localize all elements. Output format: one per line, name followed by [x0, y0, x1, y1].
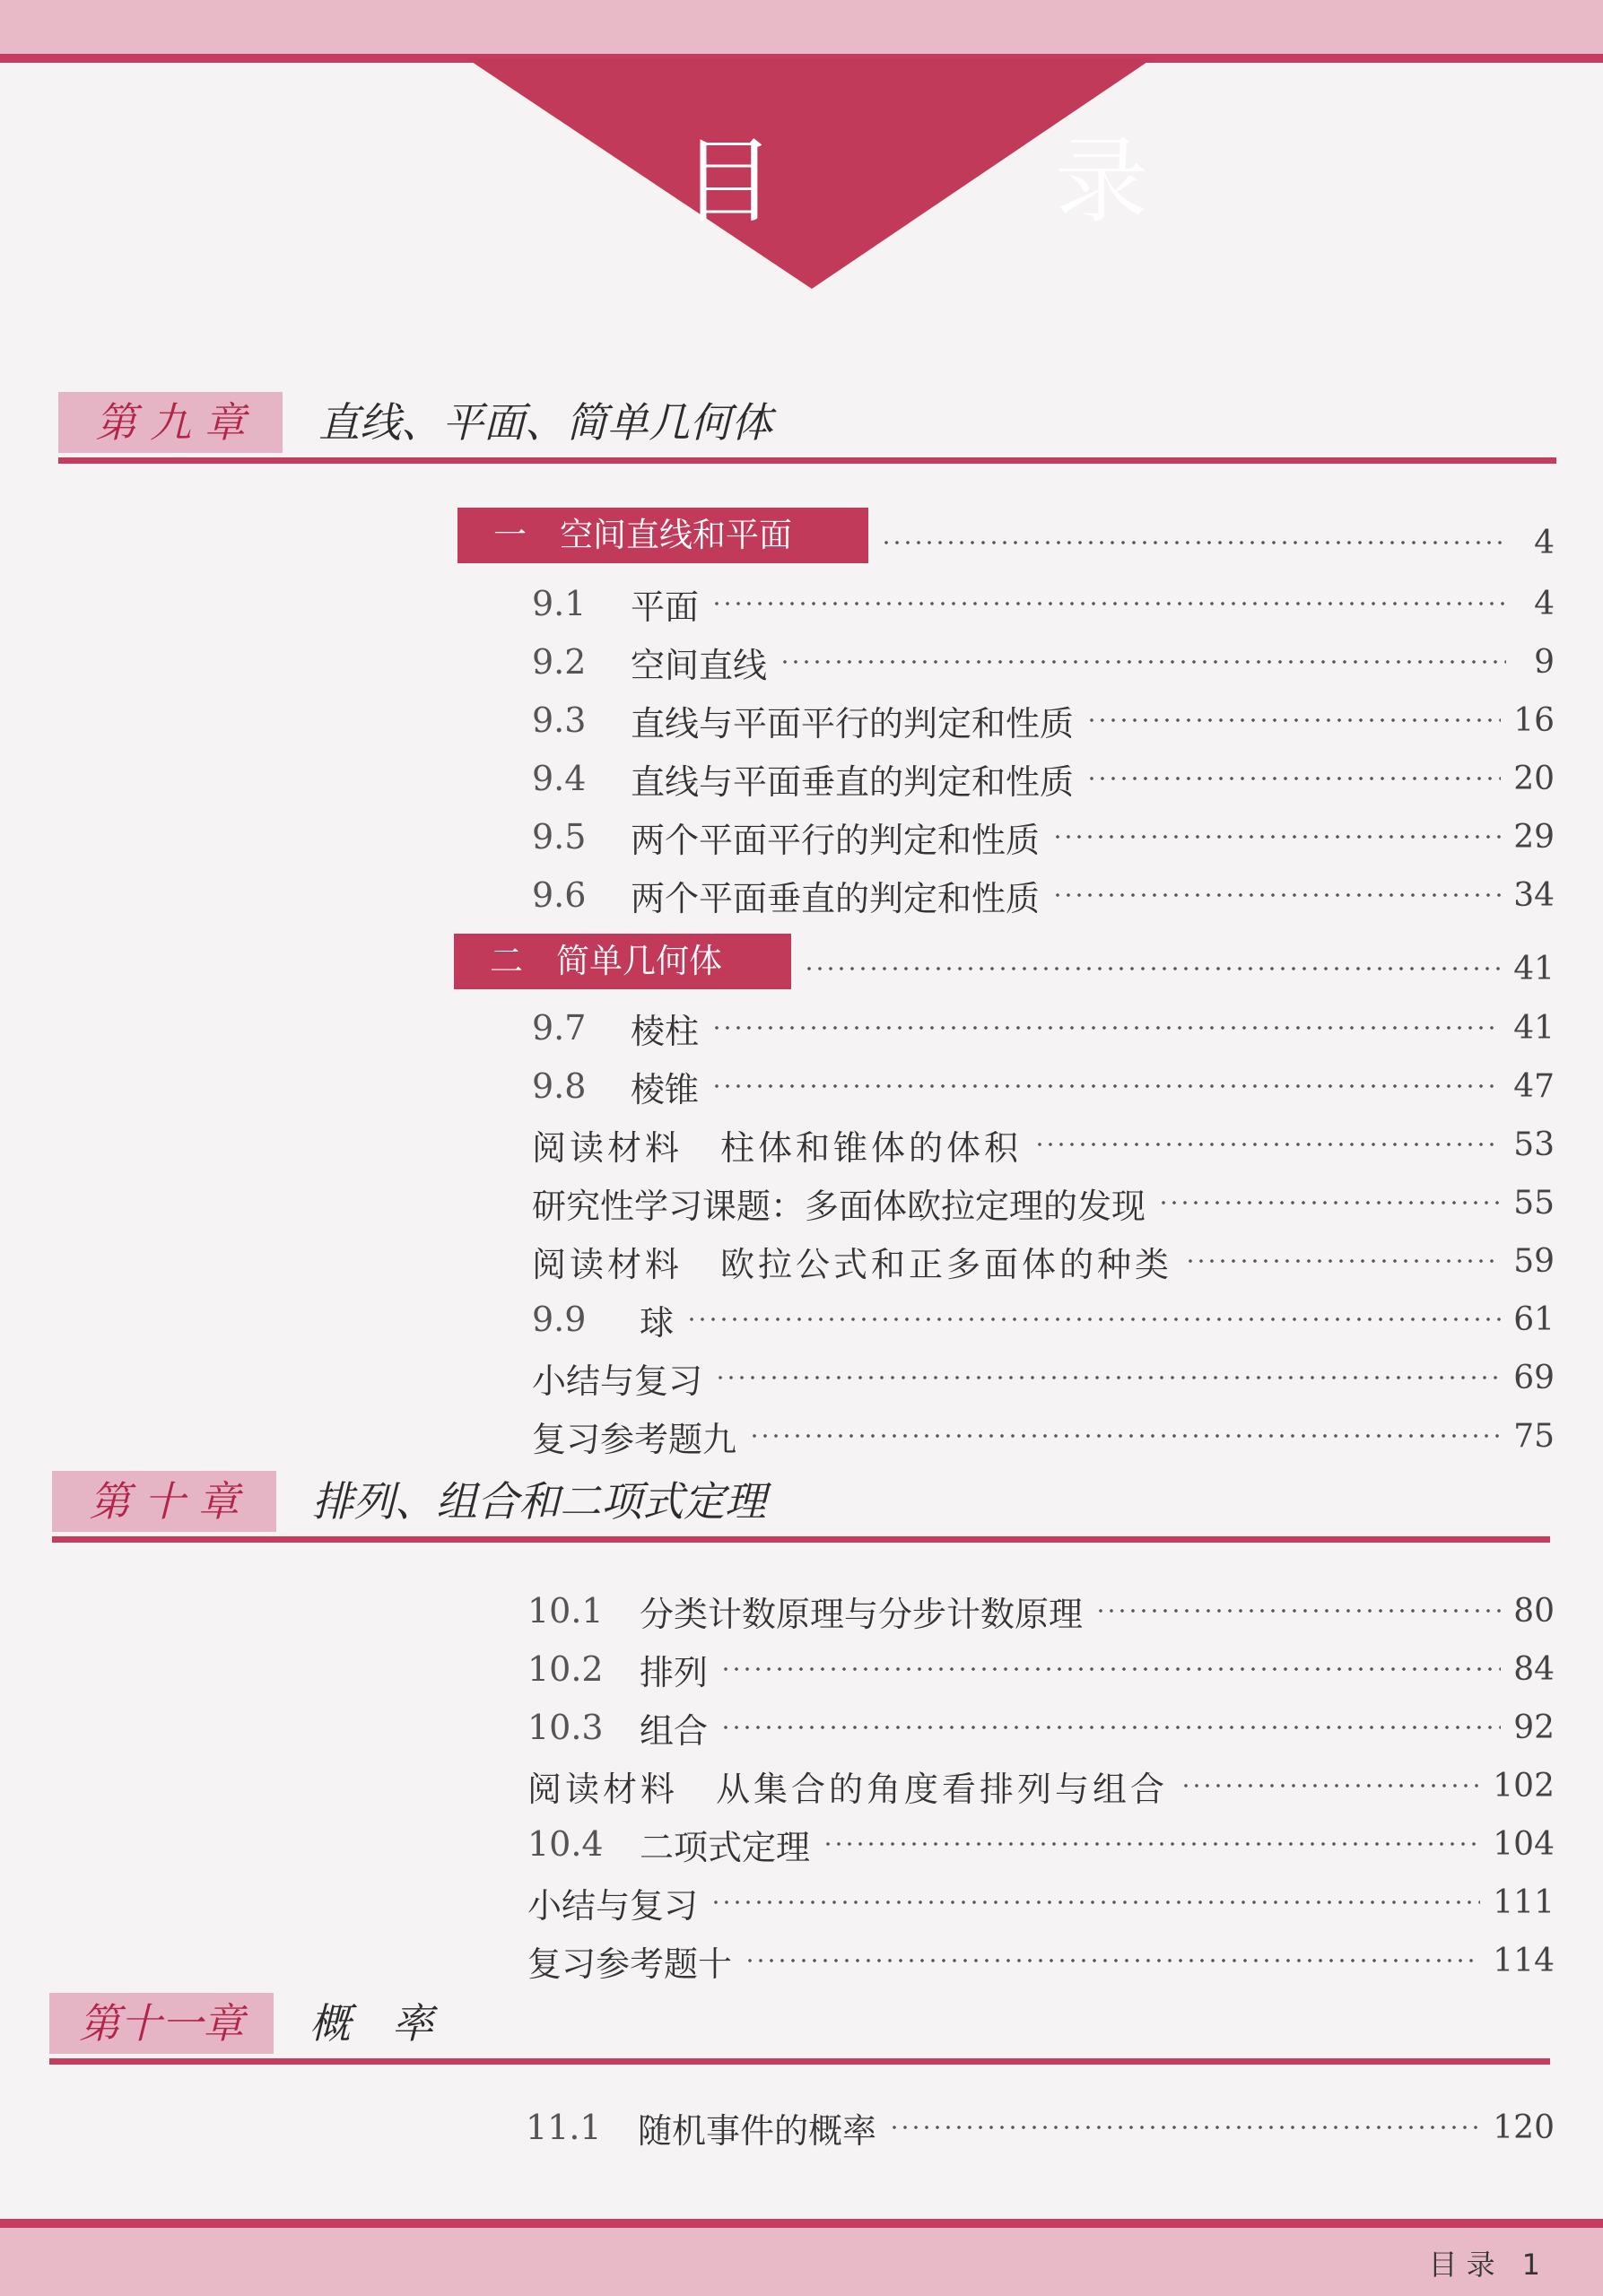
section-row[interactable]	[791, 944, 1555, 994]
leader-dots	[1034, 1143, 1501, 1146]
entry-number: 10.3	[527, 1708, 604, 1747]
page-number: 104	[1493, 1825, 1555, 1863]
leader-dots	[720, 1667, 1501, 1671]
page-number: 4	[1534, 524, 1555, 561]
page-number: 41	[1513, 950, 1555, 987]
entry-title: 球	[640, 1302, 675, 1343]
toc-entry[interactable]	[527, 1819, 1555, 1869]
entry-title: 复习参考题九	[532, 1419, 737, 1459]
entry-number: 9.2	[532, 642, 587, 682]
entry-number: 10.2	[527, 1649, 604, 1689]
entry-title: 阅读材料 欧拉公式和正多面体的种类	[532, 1244, 1173, 1284]
leader-dots	[711, 1084, 1501, 1088]
entry-number: 9.7	[532, 1008, 587, 1048]
entry-title: 小结与复习	[532, 1361, 703, 1401]
chapter-rule	[58, 457, 1556, 464]
leader-dots	[1052, 835, 1501, 839]
leader-dots	[1158, 1201, 1501, 1205]
leader-dots	[889, 2126, 1480, 2129]
chapter-rule	[49, 2058, 1550, 2065]
page-number: 75	[1513, 1417, 1555, 1455]
toc-entry[interactable]	[532, 812, 1555, 862]
section-header: 一 空间直线和平面	[457, 508, 868, 563]
entry-number: 11.1	[526, 2108, 602, 2147]
toc-entry[interactable]	[532, 753, 1555, 804]
toc-entry[interactable]	[532, 578, 1555, 629]
chapter-rule	[52, 1536, 1550, 1543]
toc-entry[interactable]	[527, 1586, 1555, 1636]
chapter-title: 概 率	[309, 1999, 433, 2048]
page-number: 111	[1493, 1883, 1555, 1921]
entry-title: 阅读材料 柱体和锥体的体积	[532, 1127, 1023, 1168]
toc-entry[interactable]	[532, 870, 1555, 920]
entry-title: 小结与复习	[527, 1885, 699, 1926]
footer-page-number: 1	[1521, 2248, 1540, 2282]
entry-title: 复习参考题十	[527, 1944, 733, 1984]
entry-title: 随机事件的概率	[638, 2110, 877, 2151]
page-number: 4	[1534, 585, 1555, 622]
entry-title: 直线与平面垂直的判定和性质	[631, 761, 1075, 802]
toc-entry[interactable]	[532, 1236, 1555, 1286]
leader-dots	[715, 1376, 1501, 1379]
entry-number: 9.3	[532, 700, 587, 740]
leader-dots	[1180, 1784, 1480, 1787]
page-number: 16	[1513, 701, 1555, 739]
leader-dots	[1086, 777, 1501, 780]
leader-dots	[1086, 718, 1501, 722]
entry-title: 空间直线	[631, 645, 768, 685]
toc-entry[interactable]	[527, 1761, 1555, 1811]
entry-title: 两个平面平行的判定和性质	[631, 820, 1041, 860]
entry-title: 分类计数原理与分步计数原理	[640, 1594, 1084, 1634]
toc-entry[interactable]	[527, 1935, 1555, 1986]
page-number: 9	[1534, 643, 1555, 681]
toc-entry[interactable]	[532, 1352, 1555, 1403]
leader-dots	[780, 660, 1506, 664]
chapter-title: 直线、平面、简单几何体	[318, 398, 772, 447]
page-number: 102	[1493, 1767, 1555, 1805]
toc-entry[interactable]	[532, 1294, 1555, 1344]
leader-dots	[1052, 893, 1501, 897]
entry-number: 9.6	[532, 875, 587, 915]
page-number: 80	[1513, 1592, 1555, 1630]
entry-title: 二项式定理	[640, 1827, 811, 1867]
entry-number: 9.8	[532, 1066, 587, 1106]
toc-entry[interactable]	[532, 695, 1555, 745]
entry-title: 平面	[631, 587, 700, 627]
toc-entry[interactable]	[532, 1061, 1555, 1111]
toc-entry[interactable]	[532, 1119, 1555, 1170]
bottom-decor-band	[0, 2228, 1603, 2296]
entry-number: 9.5	[532, 817, 587, 857]
page-title: 目 录	[682, 126, 1242, 236]
entry-title: 组合	[640, 1710, 709, 1751]
toc-entry[interactable]	[532, 1411, 1555, 1461]
chapter-label: 第 九 章	[58, 392, 283, 453]
entry-number: 10.4	[527, 1824, 604, 1864]
toc-entry[interactable]	[527, 1702, 1555, 1752]
page-number: 84	[1513, 1650, 1555, 1688]
toc-entry[interactable]	[532, 637, 1555, 687]
entry-title: 棱柱	[631, 1011, 700, 1051]
toc-entry[interactable]	[532, 1178, 1555, 1228]
page-number: 92	[1513, 1709, 1555, 1746]
leader-dots	[711, 1026, 1501, 1030]
leader-dots	[1095, 1609, 1501, 1613]
entry-number: 9.1	[532, 584, 587, 623]
bottom-decor-line	[0, 2219, 1603, 2228]
entry-title: 两个平面垂直的判定和性质	[631, 878, 1041, 918]
chapter-title: 排列、组合和二项式定理	[312, 1477, 766, 1526]
entry-title: 排列	[640, 1652, 709, 1692]
page-number: 20	[1513, 760, 1555, 797]
toc-entry[interactable]	[526, 2102, 1555, 2152]
page-number: 59	[1513, 1242, 1555, 1280]
entry-title: 棱锥	[631, 1069, 700, 1109]
leader-dots	[881, 541, 1506, 544]
entry-title: 研究性学习课题：多面体欧拉定理的发现	[532, 1186, 1146, 1226]
entry-number: 9.9	[532, 1300, 587, 1339]
toc-entry[interactable]	[527, 1644, 1555, 1694]
page-number: 47	[1513, 1067, 1555, 1105]
leader-dots	[745, 1959, 1480, 1962]
chapter-label: 第十一章	[49, 1993, 274, 2054]
page-number: 29	[1513, 818, 1555, 856]
toc-entry[interactable]	[527, 1877, 1555, 1927]
entry-title: 直线与平面平行的判定和性质	[631, 703, 1075, 744]
leader-dots	[1185, 1259, 1501, 1263]
leader-dots	[749, 1434, 1501, 1438]
page-number: 53	[1513, 1126, 1555, 1163]
footer-label: 目 录	[1428, 2248, 1495, 2282]
page-number: 114	[1493, 1942, 1555, 1979]
section-row[interactable]	[868, 517, 1555, 568]
chapter-label: 第 十 章	[52, 1471, 276, 1532]
page-number: 34	[1513, 876, 1555, 914]
entry-number: 9.4	[532, 759, 587, 798]
page-number: 41	[1513, 1009, 1555, 1047]
leader-dots	[686, 1318, 1501, 1321]
section-header: 二 简单几何体	[454, 934, 791, 989]
leader-dots	[823, 1842, 1480, 1846]
entry-number: 10.1	[527, 1591, 604, 1631]
page-number: 61	[1513, 1300, 1555, 1338]
leader-dots	[804, 967, 1501, 970]
leader-dots	[711, 602, 1506, 605]
toc-entry[interactable]	[532, 1003, 1555, 1053]
leader-dots	[720, 1726, 1501, 1729]
page-number: 120	[1493, 2109, 1555, 2146]
page-footer	[1428, 2242, 1540, 2283]
entry-title: 阅读材料 从集合的角度看排列与组合	[527, 1769, 1169, 1809]
page-number: 55	[1513, 1184, 1555, 1222]
page-number: 69	[1513, 1359, 1555, 1396]
leader-dots	[710, 1900, 1480, 1904]
